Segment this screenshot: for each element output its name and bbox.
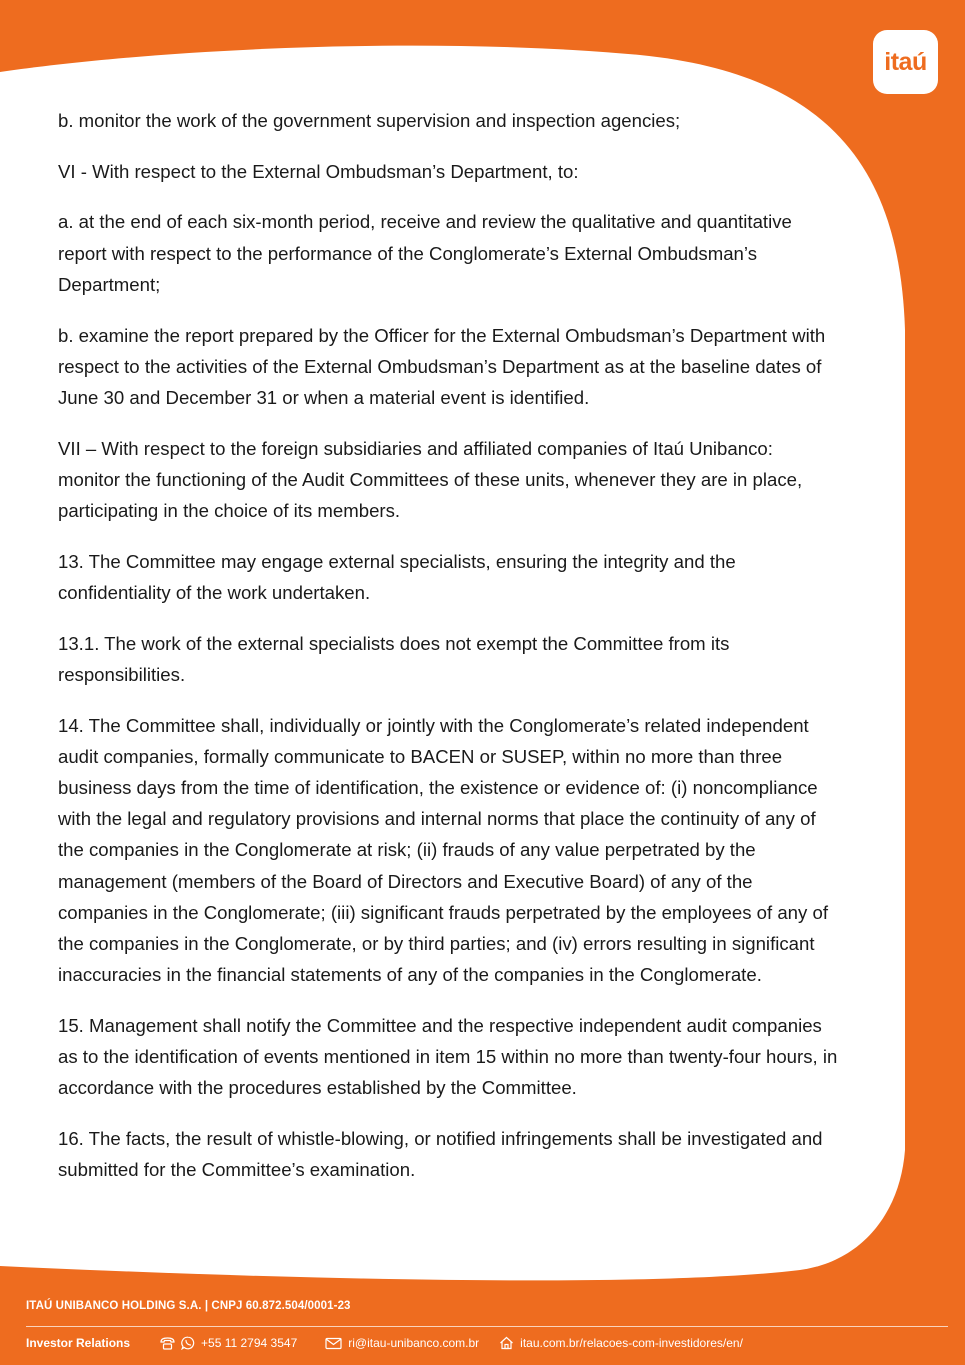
footer-website [499, 1336, 743, 1350]
logo-text: itaú [884, 47, 927, 76]
website-link[interactable]: itau.com.br/relacoes-com-investidores/en/ [520, 1336, 743, 1350]
footer-email [325, 1336, 479, 1350]
footer-divider [26, 1326, 948, 1327]
paragraph: 14. The Committee shall, individually or jointly with the Conglomerate’s related independent audit companies, formally communicate to BACEN or SUSEP, within no more than three business days from the time of identification, the existence or evidence of: (i) noncompliance with the legal and regulatory provisions and internal norms that place the continuity of any of the companies in the Conglomerate at risk; (ii) frauds of any value perpetrated by the management (members of the Board of Directors and Executive Board) of any of the companies in the Conglomerate; (iii) significant frauds perpetrated by the employees of any of the companies in the Conglomerate, or by third parties; and (iv) errors resulting in significant inaccuracies in the financial statements of any of the companies in the Conglomerate. [58, 714, 828, 986]
paragraph: 15. Management shall notify the Committee and the respective independent audit companies as to the identification of events mentioned in item 15 within no more than twenty-four hours, in accordance with the procedures established by the Committee. [58, 1014, 838, 1099]
whatsapp-icon [181, 1336, 195, 1350]
email-link[interactable]: ri@itau-unibanco.com.br [348, 1336, 480, 1350]
investor-relations-label: Investor Relations [26, 1336, 131, 1350]
paragraph: b. examine the report prepared by the Officer for the External Ombudsman’s Department with respect to the activities of the External Ombudsman’s Department as at the baseline dates of June 30 and December 31 or when a material event is identified. [58, 324, 826, 408]
paragraph: 16. The facts, the result of whistle-blowing, or notified infringements shall be investigated and submitted for the Committee’s examination. [58, 1127, 823, 1181]
document-body [58, 105, 838, 1205]
paragraph: a. at the end of each six-month period, receive and review the qualitative and quantitative report with respect to the performance of the Conglomerate’s External Ombudsman’s Department; [58, 211, 792, 295]
phone-number[interactable]: +55 11 2794 3547 [201, 1336, 298, 1350]
itau-logo [873, 30, 938, 94]
paragraph: 13. The Committee may engage external specialists, ensuring the integrity and the confidentiality of the work undertaken. [58, 550, 736, 603]
footer-contacts [26, 1333, 763, 1353]
footer-phone [160, 1336, 297, 1350]
paragraph: VII – With respect to the foreign subsidiaries and affiliated companies of Itaú Unibanco: monitor the functioning of the Audit Committees of these units, whenever they are in place, participating in the choice of its members. [58, 437, 803, 522]
home-icon [499, 1336, 514, 1350]
footer-company: ITAÚ UNIBANCO HOLDING S.A. | CNPJ 60.872.504/0001-23 [26, 1300, 351, 1312]
paragraph: VI - With respect to the External Ombudsman’s Department, to: [58, 160, 579, 182]
mail-icon [325, 1337, 342, 1350]
phone-icon [160, 1337, 175, 1350]
paragraph: b. monitor the work of the government supervision and inspection agencies; [58, 110, 681, 131]
paragraph: 13.1. The work of the external specialists does not exempt the Committee from its responsibilities. [58, 632, 730, 685]
